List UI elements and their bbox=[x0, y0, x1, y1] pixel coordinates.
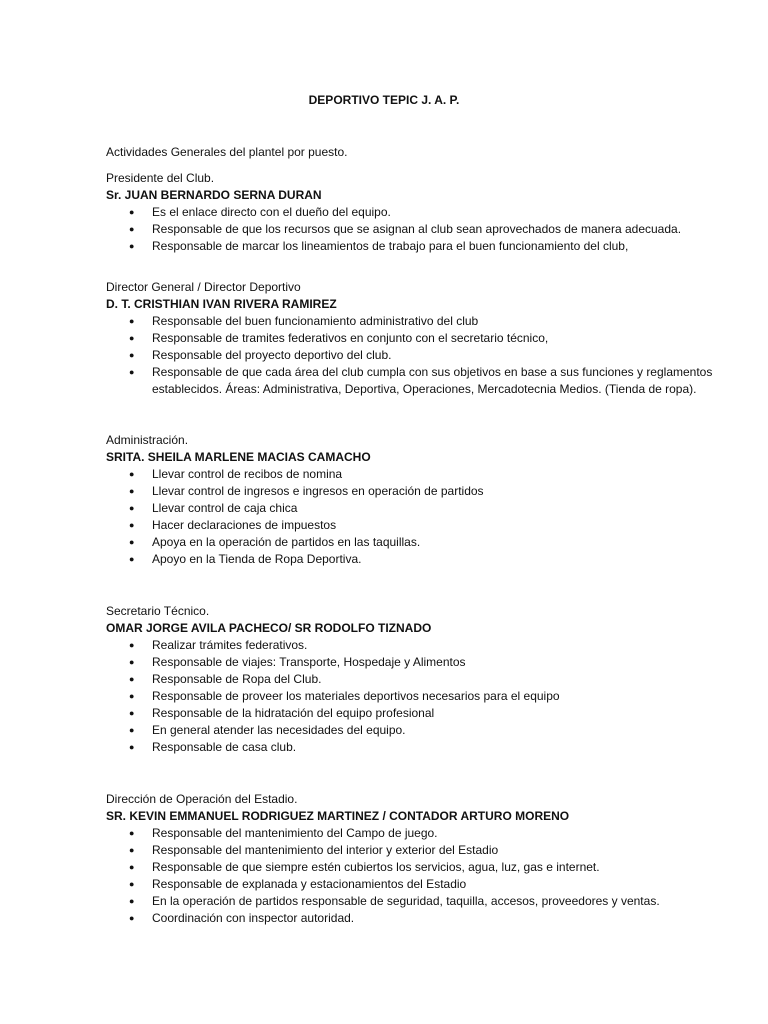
bullet-icon: ● bbox=[129, 503, 135, 513]
list-item: ● Responsable de explanada y estacionamientos del Estadio bbox=[129, 877, 467, 891]
bullet-icon: ● bbox=[129, 224, 135, 234]
list-item: ● Responsable del buen funcionamiento administrativo del club bbox=[129, 314, 479, 328]
list-item: ● Responsable de que cada área del club cumpla con sus objetivos en base a sus funciones y reglamentos establecidos. Áreas: Administrativa, Deportiva, Operaciones, Mercadotecnia Medios. (Tienda de ropa). bbox=[129, 365, 713, 396]
section-secretario bbox=[106, 603, 726, 756]
section-role: Presidente del Club. bbox=[106, 171, 215, 185]
responsibility-list bbox=[106, 637, 726, 756]
bullet-icon: ● bbox=[129, 241, 135, 251]
list-item: ● Apoya en la operación de partidos en las taquillas. bbox=[129, 535, 421, 549]
bullet-icon: ● bbox=[129, 879, 135, 889]
section-director bbox=[106, 279, 726, 398]
list-item: ● Apoyo en la Tienda de Ropa Deportiva. bbox=[129, 552, 362, 566]
list-item: ● Responsable del mantenimiento del Campo de juego. bbox=[129, 826, 438, 840]
intro-text: Actividades Generales del plantel por puesto. bbox=[106, 145, 348, 159]
bullet-icon: ● bbox=[129, 657, 135, 667]
list-item: ● Hacer declaraciones de impuestos bbox=[129, 518, 337, 532]
section-person-name: OMAR JORGE AVILA PACHECO/ SR RODOLFO TIZNADO bbox=[106, 621, 432, 635]
bullet-icon: ● bbox=[129, 640, 135, 650]
bullet-icon: ● bbox=[129, 207, 135, 217]
list-item: ● Llevar control de recibos de nomina bbox=[129, 467, 343, 481]
bullet-icon: ● bbox=[129, 708, 135, 718]
bullet-icon: ● bbox=[129, 537, 135, 547]
section-person-name: SR. KEVIN EMMANUEL RODRIGUEZ MARTINEZ / CONTADOR ARTURO MORENO bbox=[106, 809, 570, 823]
list-item: ● Responsable de que los recursos que se asignan al club sean aprovechados de manera adecuada. bbox=[129, 222, 682, 236]
responsibility-list bbox=[106, 825, 726, 927]
section-person-name: D. T. CRISTHIAN IVAN RIVERA RAMIREZ bbox=[106, 297, 337, 311]
bullet-icon: ● bbox=[129, 554, 135, 564]
section-role: Director General / Director Deportivo bbox=[106, 280, 301, 294]
list-item: ● Realizar trámites federativos. bbox=[129, 638, 308, 652]
list-item: ● Responsable del proyecto deportivo del club. bbox=[129, 348, 392, 362]
section-person-name: SRITA. SHEILA MARLENE MACIAS CAMACHO bbox=[106, 450, 371, 464]
list-item: ● Responsable del mantenimiento del interior y exterior del Estadio bbox=[129, 843, 499, 857]
document-title: DEPORTIVO TEPIC J. A. P. bbox=[308, 93, 460, 107]
list-item: ● Responsable de la hidratación del equipo profesional bbox=[129, 706, 435, 720]
bullet-icon: ● bbox=[129, 520, 135, 530]
bullet-icon: ● bbox=[129, 725, 135, 735]
bullet-icon: ● bbox=[129, 862, 135, 872]
bullet-icon: ● bbox=[129, 469, 135, 479]
bullet-icon: ● bbox=[129, 845, 135, 855]
bullet-icon: ● bbox=[129, 350, 135, 360]
bullet-icon: ● bbox=[129, 674, 135, 684]
list-item: ● En general atender las necesidades del equipo. bbox=[129, 723, 406, 737]
bullet-icon: ● bbox=[129, 742, 135, 752]
list-item: ● Responsable de tramites federativos en conjunto con el secretario técnico, bbox=[129, 331, 549, 345]
section-role: Dirección de Operación del Estadio. bbox=[106, 792, 298, 806]
responsibility-list bbox=[106, 204, 726, 255]
section-role: Secretario Técnico. bbox=[106, 604, 210, 618]
bullet-icon: ● bbox=[129, 316, 135, 326]
section-operacion-estadio bbox=[106, 791, 726, 927]
section-presidente bbox=[106, 170, 726, 255]
section-role: Administración. bbox=[106, 433, 189, 447]
list-item: ● Responsable de que siempre estén cubiertos los servicios, agua, luz, gas e internet. bbox=[129, 860, 600, 874]
list-item: ● Responsable de Ropa del Club. bbox=[129, 672, 322, 686]
responsibility-list bbox=[106, 313, 726, 398]
bullet-icon: ● bbox=[129, 896, 135, 906]
bullet-icon: ● bbox=[129, 828, 135, 838]
bullet-icon: ● bbox=[129, 691, 135, 701]
bullet-icon: ● bbox=[129, 367, 135, 377]
list-item: ● En la operación de partidos responsable de seguridad, taquilla, accesos, proveedores y ventas. bbox=[129, 894, 660, 908]
list-item: ● Responsable de viajes: Transporte, Hospedaje y Alimentos bbox=[129, 655, 466, 669]
list-item: ● Coordinación con inspector autoridad. bbox=[129, 911, 355, 925]
list-item: ● Responsable de proveer los materiales deportivos necesarios para el equipo bbox=[129, 689, 560, 703]
list-item: ● Es el enlace directo con el dueño del equipo. bbox=[129, 205, 391, 219]
list-item: ● Responsable de marcar los lineamientos de trabajo para el buen funcionamiento del club, bbox=[129, 239, 629, 253]
bullet-icon: ● bbox=[129, 486, 135, 496]
list-item: ● Llevar control de ingresos e ingresos en operación de partidos bbox=[129, 484, 484, 498]
section-person-name: Sr. JUAN BERNARDO SERNA DURAN bbox=[106, 188, 322, 202]
responsibility-list bbox=[106, 466, 726, 568]
list-item: ● Responsable de casa club. bbox=[129, 740, 297, 754]
section-administracion bbox=[106, 432, 726, 568]
bullet-icon: ● bbox=[129, 333, 135, 343]
list-item: ● Llevar control de caja chica bbox=[129, 501, 298, 515]
bullet-icon: ● bbox=[129, 913, 135, 923]
